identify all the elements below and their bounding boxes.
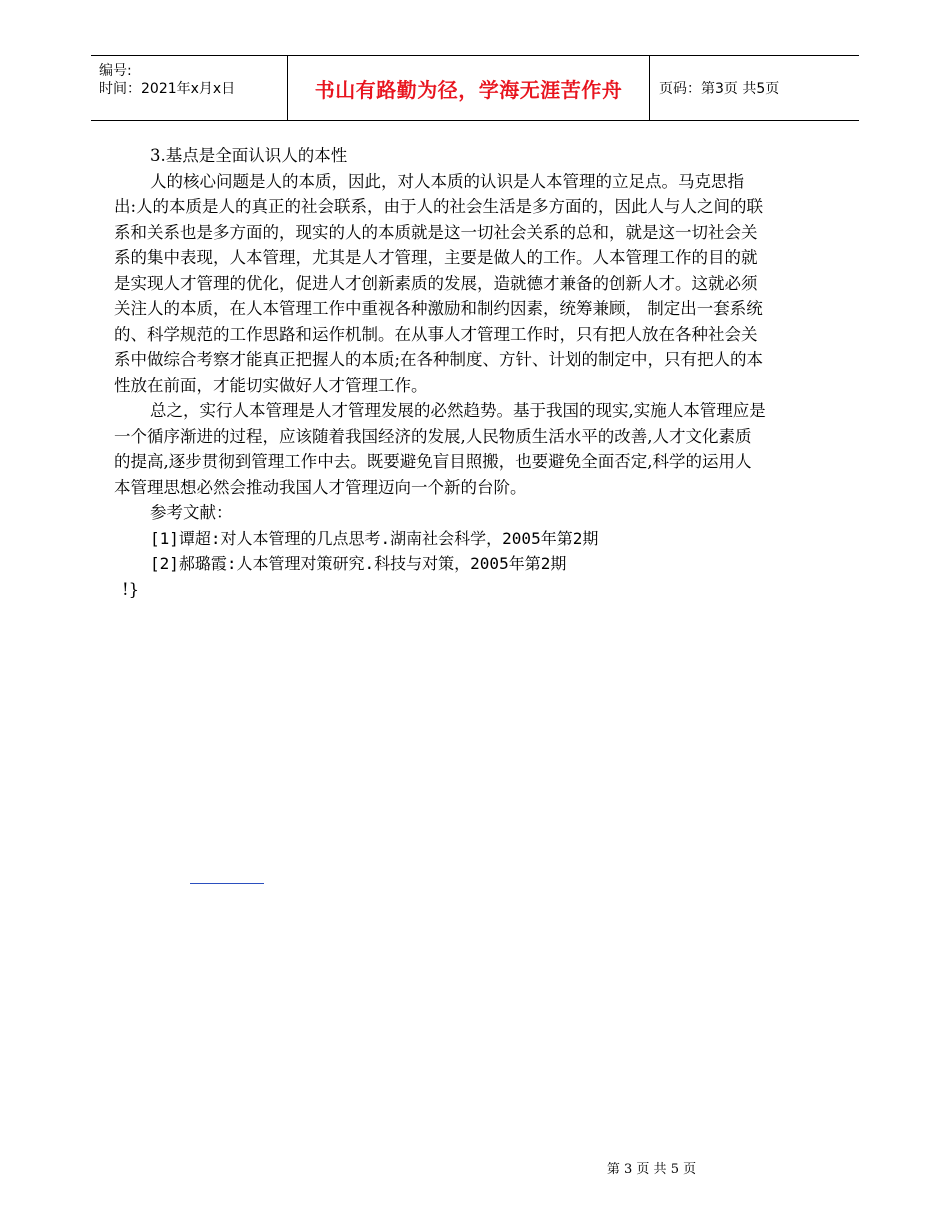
document-time-label: 时间：2021年x月x日 — [99, 81, 236, 97]
document-body — [114, 143, 766, 602]
header-page-info: 页码：第3页 共5页 — [659, 81, 780, 97]
body-paragraph-2: 总之，实行人本管理是人才管理发展的必然趋势。基于我国的现实,实施人本管理应是一个循序渐进的过程，应该随着我国经济的发展,人民物质生活水平的改善,人才文化素质的提高,逐步贯彻到管理工作中去。既要避免盲目照搬，也要避免全面否定,科学的运用人本管理思想必然会推动我国人才管理迈向一个新的台阶。 — [114, 401, 766, 497]
reference-item-1: [1]谭超:对人本管理的几点思考.湖南社会科学，2005年第2期 — [150, 528, 599, 548]
header-left-cell — [91, 56, 287, 120]
reference-item-2: [2]郝璐霞:人本管理对策研究.科技与对策，2005年第2期 — [150, 554, 567, 573]
trailing-mark: !} — [122, 579, 140, 599]
body-paragraph-1: 人的核心问题是人的本质，因此，对人本质的认识是人本管理的立足点。马克思指出:人的本质是人的真正的社会联系，由于人的社会生活是多方面的，因此人与人之间的联系和关系也是多方面的，现实的人的本质就是这一切社会关系的总和，就是这一切社会关系的集中表现，人本管理，尤其是人才管理，主要是做人的工作。人本管理工作的目的就是实现人才管理的优化，促进人才创新素质的发展，造就德才兼备的创新人才。这就必须关注人的本质，在人本管理工作中重视各种激励和制约因素，统筹兼顾， 制定出一套系统的、科学规范的工作思路和运作机制。在从事人才管理工作时，只有把人放在各种社会关系中做综合考察才能真正把握人的本质;在各种制度、方针、计划的制定中，只有把人的本性放在前面，才能切实做好人才管理工作。 — [114, 171, 764, 395]
page-footer: 第 3 页 共 5 页 — [606, 1162, 697, 1177]
page-header — [91, 55, 859, 121]
document-number-label: 编号: — [99, 63, 132, 79]
header-motto: 书山有路勤为径，学海无涯苦作舟 — [287, 56, 650, 120]
references-title: 参考文献： — [150, 503, 233, 522]
hyperlink-underline[interactable] — [190, 883, 264, 884]
section-heading: 3.基点是全面认识人的本性 — [150, 146, 348, 165]
